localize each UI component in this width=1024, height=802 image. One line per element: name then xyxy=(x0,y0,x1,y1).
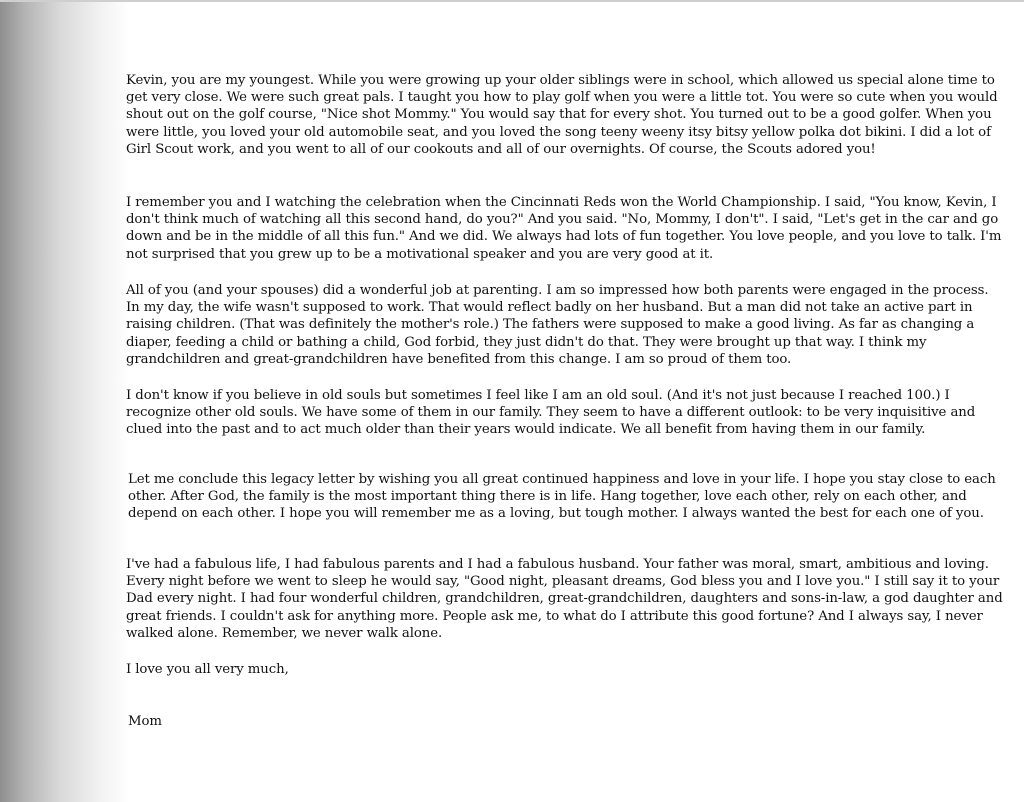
paragraph-kevin: Kevin, you are my youngest. While you were growing up your older siblings were in school, which allowed us special alone time to get very close. We were such great pals. I taught you how to play golf when you were a little tot. You were so cute when you would shout out on the golf course, "Nice shot Mommy." You would say that for every shot. You turned out to be a good golfer. When you were little, you loved your old automobile seat, and you loved the song teeny weeny itsy bitsy yellow polka dot bikini. I did a lot of Girl Scout work, and you went to all of our cookouts and all of our overnights. Of course, the Scouts adored you! xyxy=(126,73,998,157)
paragraph-old-souls: I don't know if you believe in old souls but sometimes I feel like I am an old soul. (And it's not just because I reached 100.) I recognize other old souls. We have some of them in our family. They seem to have a different outlook: to be very inquisitive and clued into the past and to act much older than their years would indicate. We all benefit from having them in our family. xyxy=(126,388,976,438)
paragraph-parenting: All of you (and your spouses) did a wonderful job at parenting. I am so impressed how both parents were engaged in the process. In my day, the wife wasn't supposed to work. That would reflect badly on her husband. But a man did not take an active part in raising children. (That was definitely the mother's role.) The fathers were supposed to make a good living. As far as changing a diaper, feeding a child or bathing a child, God forbid, they just didn't do that. They were brought up that way. I think my grandchildren and great-grandchildren have benefited from this change. I am so proud of them too. xyxy=(126,283,989,367)
paragraph-reds-celebration: I remember you and I watching the celebration when the Cincinnati Reds won the World Championship. I said, "You know, Kevin, I don't think much of watching all this second hand, do you?" And you said. "No, Mommy, I don't". I said, "Let's get in the car and go down and be in the middle of all this fun." And we did. We always had lots of fun together. You love people, and you love to talk. I'm not surprised that you grew up to be a motivational speaker and you are very good at it. xyxy=(126,195,1002,262)
paragraph-fabulous-life: I've had a fabulous life, I had fabulous parents and I had a fabulous husband. Your father was moral, smart, ambitious and loving. Every night before we went to sleep he would say, "Good night, pleasant dreams, God bless you and I love you." I still say it to your Dad every night. I had four wonderful children, grandchildren, great-grandchildren, daughters and sons-in-law, a god daughter and great friends. I couldn't ask for anything more. People ask me, to what do I attribute this good fortune? And I always say, I never walked alone. Remember, we never walk alone. xyxy=(126,557,1003,641)
letter-closing: I love you all very much, xyxy=(126,662,289,677)
paragraph-conclusion: Let me conclude this legacy letter by wishing you all great continued happiness and love in your life. I hope you stay close to each other. After God, the family is the most important thing there is in life. Hang together, love each other, rely on each other, and depend on each other. I hope you will remember me as a loving, but tough mother. I always wanted the best for each one of you. xyxy=(128,472,996,522)
page-top-border xyxy=(0,0,1024,2)
letter-signature: Mom xyxy=(128,714,162,729)
